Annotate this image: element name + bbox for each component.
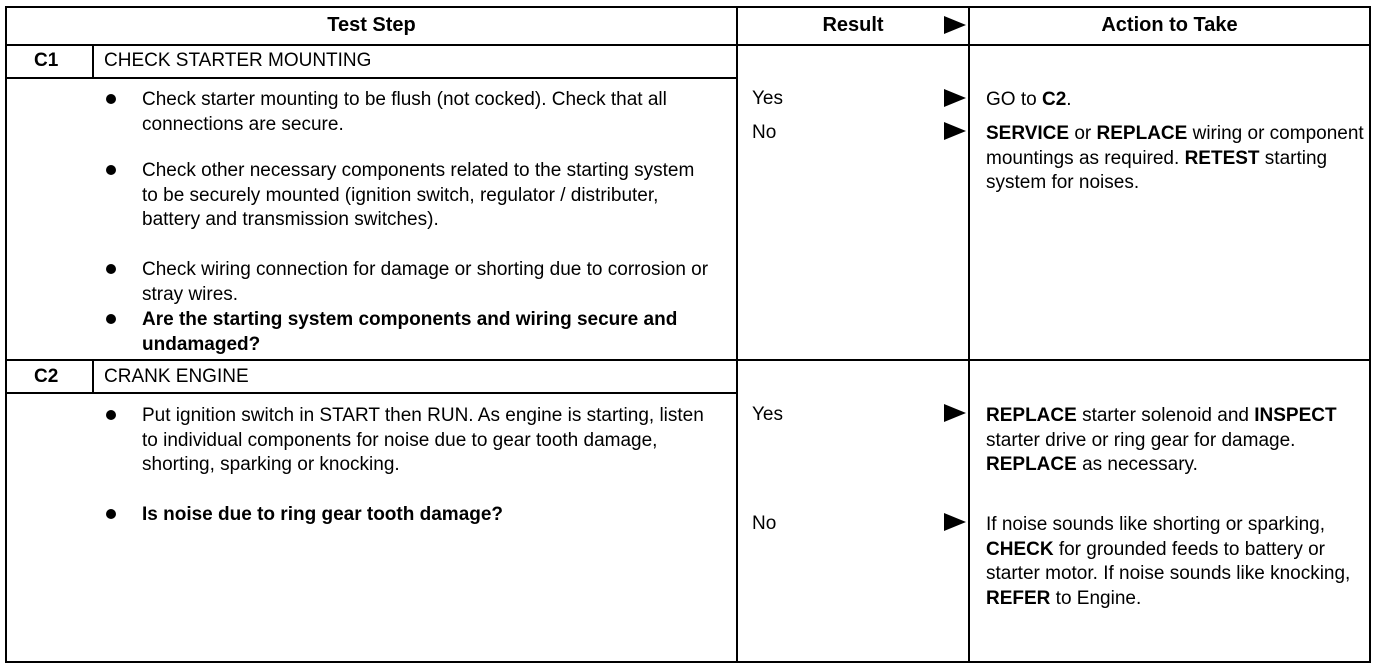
- c2-title-divider: [5, 392, 738, 394]
- bullet-dot-icon: [106, 94, 116, 104]
- header-action: Action to Take: [1101, 14, 1238, 36]
- header-test-step: Test Step: [327, 14, 416, 36]
- bullet-dot-icon: [106, 264, 116, 274]
- step-title-c2: CRANK ENGINE: [104, 366, 249, 387]
- header-result: Result: [822, 14, 884, 36]
- table-border-top: [5, 6, 1371, 8]
- c1-id-divider: [92, 44, 94, 79]
- c1-no-arrow-icon: [944, 122, 966, 140]
- c1-action-yes: GO to C2.: [986, 89, 1072, 110]
- c1-action-no: SERVICE or REPLACE wiring or component mountings as required. RETEST starting system for noises.: [986, 123, 1364, 193]
- c2-action-no: If noise sounds like shorting or sparking, CHECK for grounded feeds to battery or starter motor. If noise sounds like knocking, REFER to Engine.: [986, 514, 1351, 609]
- header-arrow-icon: [944, 16, 966, 34]
- table-border-left: [5, 6, 7, 663]
- bullet-text: Put ignition switch in START then RUN. As engine is starting, listen to individual components for noise due to gear tooth damage, shorting, sparking or knocking.: [142, 405, 704, 475]
- c1-result-yes: Yes: [752, 88, 783, 109]
- c2-result-yes: Yes: [752, 404, 783, 425]
- bullet-dot-icon: [106, 410, 116, 420]
- step-id-c2: C2: [34, 366, 59, 387]
- bullet-text: Is noise due to ring gear tooth damage?: [142, 504, 504, 525]
- c1-yes-arrow-icon: [944, 89, 966, 107]
- bullet-dot-icon: [106, 509, 116, 519]
- c2-yes-arrow-icon: [944, 404, 966, 422]
- c2-id-divider: [92, 359, 94, 394]
- bullet-dot-icon: [106, 165, 116, 175]
- step-title-c1: CHECK STARTER MOUNTING: [104, 50, 372, 71]
- bullet-text: Check starter mounting to be flush (not cocked). Check that all connections are secure.: [142, 89, 667, 135]
- c2-no-arrow-icon: [944, 513, 966, 531]
- c2-action-yes: REPLACE starter solenoid and INSPECT starter drive or ring gear for damage. REPLACE as necessary.: [986, 405, 1337, 475]
- c2-result-no: No: [752, 513, 777, 534]
- table-border-bottom: [5, 661, 1371, 663]
- table-border-right: [1369, 6, 1371, 663]
- bullet-text: Check wiring connection for damage or shorting due to corrosion or stray wires.: [142, 259, 709, 305]
- bullet-text: Are the starting system components and wiring secure and undamaged?: [142, 309, 678, 355]
- column-divider-action: [968, 6, 970, 663]
- c1-title-divider: [5, 77, 738, 79]
- bullet-dot-icon: [106, 314, 116, 324]
- c1-result-no: No: [752, 122, 777, 143]
- header-divider: [5, 44, 1371, 46]
- c2-row-divider: [5, 359, 1371, 361]
- step-id-c1: C1: [34, 50, 59, 71]
- column-divider-result: [736, 6, 738, 663]
- bullet-text: Check other necessary components related to the starting system to be securely mounted (ignition switch, regulator / distributer, battery and transmission switches).: [142, 160, 695, 230]
